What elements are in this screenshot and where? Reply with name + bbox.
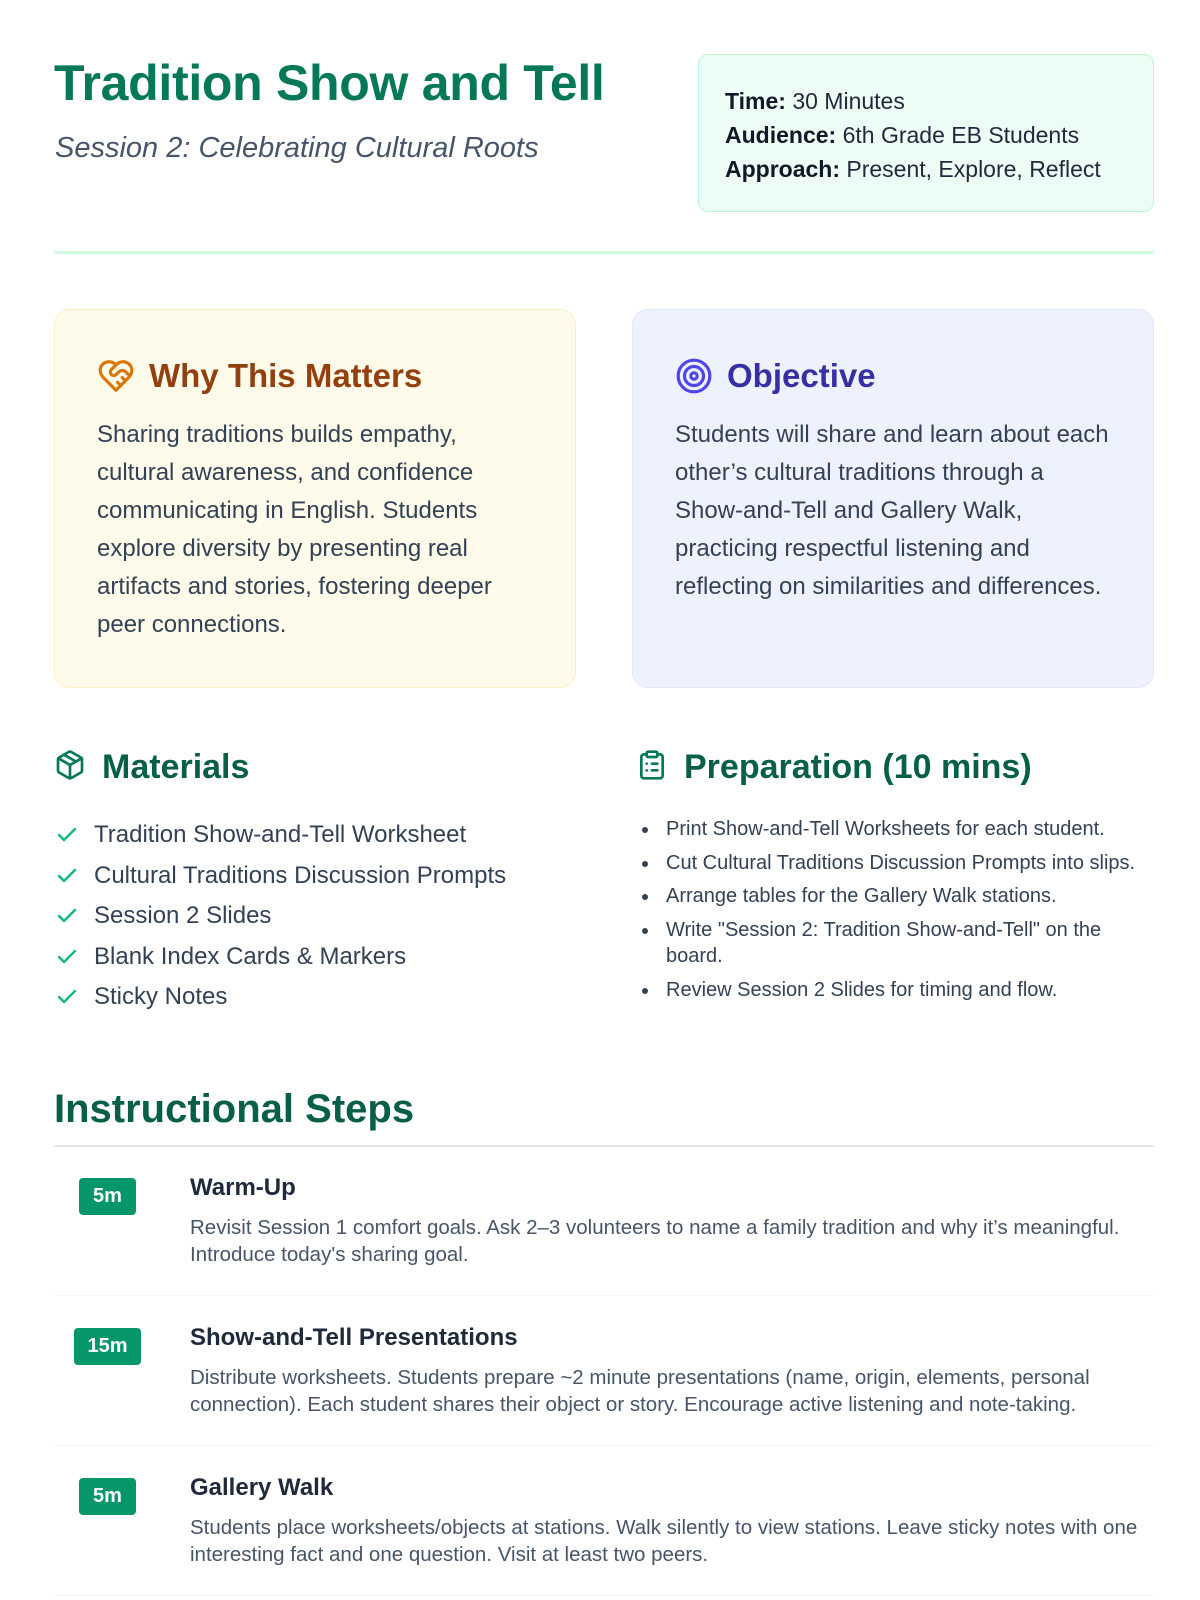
list-item: Write "Session 2: Tradition Show-and-Tell" on the board. — [640, 917, 1148, 970]
preparation-list — [640, 816, 1148, 1010]
duration-badge: 15m — [74, 1328, 141, 1365]
why-body: Sharing traditions builds empathy, cultural awareness, and confidence communicating in English. Students explore diversity by presenting real artifacts and stories, fostering deeper peer connections. — [97, 421, 492, 638]
time-value: 30 Minutes — [792, 88, 905, 114]
audience-value: 6th Grade EB Students — [842, 122, 1080, 148]
check-icon — [54, 903, 80, 929]
approach-info — [725, 152, 1127, 186]
instructional-steps-title: Instructional Steps — [54, 1087, 415, 1131]
page-title: Tradition Show and Tell — [54, 55, 605, 111]
material-label: Cultural Traditions Discussion Prompts — [94, 861, 507, 889]
approach-value: Present, Explore, Reflect — [846, 156, 1101, 182]
check-icon — [54, 984, 80, 1010]
list-item: Print Show-and-Tell Worksheets for each student. — [640, 816, 1148, 843]
list-item — [54, 937, 506, 978]
step-title: Show-and-Tell Presentations — [190, 1324, 518, 1351]
duration-badge: 5m — [79, 1478, 136, 1515]
box-icon — [54, 749, 86, 786]
preparation-title: Preparation (10 mins) — [684, 748, 1032, 786]
step-description: Revisit Session 1 comfort goals. Ask 2–3 volunteers to name a family tradition and why it’s meaningful. Introduce today's sharing goal. — [190, 1216, 1120, 1266]
step-title: Gallery Walk — [190, 1474, 334, 1501]
list-item — [54, 977, 506, 1018]
objective-body: Students will share and learn about each other’s cultural traditions through a Show-and-Tell and Gallery Walk, practicing respectful listening and reflecting on similarities and differences. — [675, 421, 1109, 600]
audience-label: Audience: — [725, 122, 837, 148]
list-item: Review Session 2 Slides for timing and flow. — [640, 977, 1148, 1004]
check-icon — [54, 822, 80, 848]
list-item — [54, 815, 506, 856]
material-label: Session 2 Slides — [94, 902, 272, 930]
materials-heading — [54, 748, 249, 787]
audience-info — [725, 118, 1127, 152]
list-item — [54, 856, 506, 897]
target-icon — [675, 357, 713, 395]
materials-list — [54, 815, 506, 1018]
list-item: Arrange tables for the Gallery Walk stations. — [640, 883, 1148, 910]
why-title: Why This Matters — [149, 357, 423, 394]
list-item — [54, 896, 506, 937]
check-icon — [54, 944, 80, 970]
clipboard-icon — [636, 749, 668, 786]
step-warm-up — [54, 1146, 1154, 1296]
objective-card — [632, 309, 1154, 688]
materials-title: Materials — [102, 748, 250, 786]
time-label: Time: — [725, 88, 786, 114]
heart-handshake-icon — [97, 357, 135, 395]
session-info-box — [698, 54, 1154, 212]
list-item: Cut Cultural Traditions Discussion Prompts into slips. — [640, 850, 1148, 877]
step-description: Distribute worksheets. Students prepare ~2 minute presentations (name, origin, elements, personal connection). Each student shares their object or story. Encourage active listening and note-taking. — [190, 1366, 1090, 1416]
preparation-heading — [636, 748, 1032, 787]
step-title: Warm-Up — [190, 1174, 296, 1201]
objective-title: Objective — [727, 357, 876, 394]
step-show-and-tell — [54, 1296, 1154, 1446]
material-label: Sticky Notes — [94, 983, 228, 1011]
time-info — [725, 84, 1127, 118]
step-gallery-walk — [54, 1446, 1154, 1596]
material-label: Tradition Show-and-Tell Worksheet — [94, 821, 467, 849]
page-subtitle: Session 2: Celebrating Cultural Roots — [55, 132, 539, 164]
header-divider — [54, 251, 1154, 254]
duration-badge: 5m — [79, 1178, 136, 1215]
material-label: Blank Index Cards & Markers — [94, 942, 407, 970]
why-this-matters-card — [54, 309, 576, 688]
step-description: Students place worksheets/objects at stations. Walk silently to view stations. Leave sticky notes with one interesting fact and one question. Visit at least two peers. — [190, 1516, 1138, 1566]
approach-label: Approach: — [725, 156, 840, 182]
check-icon — [54, 863, 80, 889]
